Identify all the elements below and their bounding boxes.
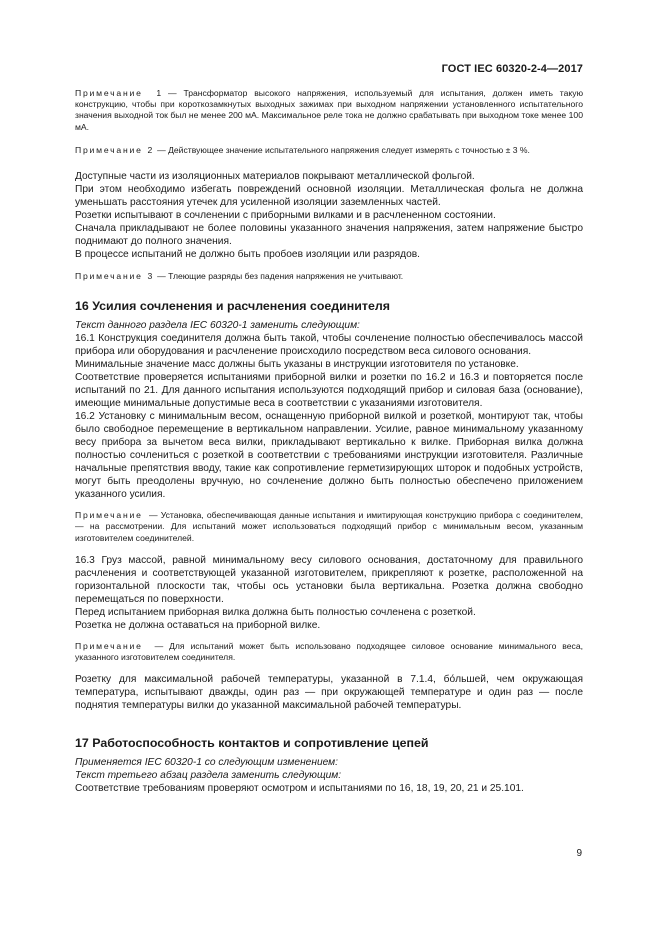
paragraph-sockets: Розетки испытывают в сочленении с приборными вилками и в расчлененном состоянии. bbox=[75, 210, 496, 222]
section-16-temperature: Розетку для максимальной рабочей температуры, указанной в 7.1.4, бо́льшей, чем окружающая температура, испытывают дважды, один раз — при окружающей температуре и один раз — после поднятия температуры вилки до указанной максимальной рабочей температуры. bbox=[75, 674, 583, 712]
section-16-compliance: Соответствие проверяется испытаниями приборной вилки и розетки по 16.2 и 16.3 и повторяется после испытаний по 21. Для данного испытания используются подходящий прибор и силовая база (основание), имеющие минимальные допустимые веса в соответствии с указаниями изготовителя. bbox=[75, 372, 583, 410]
page-content bbox=[75, 88, 583, 795]
note-4 bbox=[75, 510, 583, 544]
paragraph-voltage: Сначала прикладывают не более половины указанного значения напряжения, затем напряжение быстро поднимают до полного значения. bbox=[75, 223, 583, 248]
note-3-label: Примечание bbox=[75, 271, 143, 282]
section-17-body bbox=[75, 756, 583, 795]
section-16-intro: Текст данного раздела IEC 60320-1 заменить следующим: bbox=[75, 320, 360, 332]
section-16-body bbox=[75, 319, 583, 501]
page-number: 9 bbox=[576, 848, 582, 859]
note-5-label: Примечание bbox=[75, 640, 143, 651]
note-1 bbox=[75, 88, 583, 133]
note-2-text: — Действующее значение испытательного напряжения следует измерять с точностью ± 3 %. bbox=[157, 144, 530, 155]
paragraph-foil: Доступные части из изоляционных материалов покрывают металлической фольгой. bbox=[75, 171, 475, 183]
section-17-intro-1: Применяется IEC 60320-1 со следующим изменением: bbox=[75, 757, 338, 769]
note-2-number: 2 bbox=[147, 144, 153, 155]
standard-header: ГОСТ IEC 60320-2-4—2017 bbox=[441, 63, 583, 75]
section-17-compliance: Соответствие требованиям проверяют осмотром и испытаниями по 16, 18, 19, 20, 21 и 25.101. bbox=[75, 783, 524, 795]
note-4-text: — Установка, обеспечивающая данные испытания и имитирующая конструкцию прибора с соединителем, — на рассмотрении. Для испытаний может использоваться подходящий прибор с минимальным весом, указанным изготовителем соединителей. bbox=[75, 510, 584, 543]
note-3-number: 3 bbox=[147, 271, 153, 282]
section-16-2: 16.2 Установку с минимальным весом, оснащенную приборной вилкой и розеткой, монтируют так, чтобы было свободное перемещение в вертикальном направлении. Усилие, равное минимальному указанному весу прибора за вычетом веса вилки, прикладывают вертикально к вилке. Приборная вилка должна полностью сочлениться с розеткой в соответствии с требованиями инструкции изготовителя. Различные начальные препятствия вводу, такие как сопротивление герметизирующих шторок и подобных устройств, могут быть преодолены вручную, но сочленение должно быть полностью обеспечено приложением указанного усилия. bbox=[75, 411, 583, 501]
paragraph-damage: При этом необходимо избегать повреждений основной изоляции. Металлическая фольга не должна уменьшать расстояния утечек для усиленной изоляции заземленных частей. bbox=[75, 184, 583, 209]
note-1-text: — Трансформатор высокого напряжения, используемый для испытания, должен иметь такую конструкцию, чтобы при короткозамкнутых выходных зажимах при выходном напряжении установленного испытательного значения выходной ток был не менее 200 мА. Максимальное реле тока не должно срабатывать при выходном токе менее 100 мА. bbox=[75, 88, 584, 132]
section-16-1: 16.1 Конструкция соединителя должна быть такой, чтобы сочленение полностью обеспечивалось массой прибора или оборудования и расчленение происходило посредством веса силового основания. bbox=[75, 333, 583, 358]
note-4-label: Примечание bbox=[75, 510, 143, 521]
section-17-intro-2: Текст третьего абзац раздела заменить следующим: bbox=[75, 770, 342, 782]
note-5 bbox=[75, 641, 583, 663]
section-17-heading: 17 Работоспособность контактов и сопротивление цепей bbox=[75, 736, 429, 751]
section-16-heading: 16 Усилия сочленения и расчленения соединителя bbox=[75, 299, 390, 314]
note-5-text: — Для испытаний может быть использовано подходящее силовое основание минимального веса, указанного изготовителем соединителя. bbox=[75, 640, 583, 663]
section-16-engaged: Перед испытанием приборная вилка должна быть полностью сочленена с розеткой. bbox=[75, 606, 476, 618]
section-16-3-body bbox=[75, 554, 583, 632]
note-2 bbox=[75, 145, 583, 156]
note-1-label: Примечание bbox=[75, 88, 143, 98]
section-16-remain: Розетка не должна оставаться на приборной вилке. bbox=[75, 619, 321, 631]
section-16-temperature-body bbox=[75, 673, 583, 712]
section-16-3: 16.3 Груз массой, равной минимальному весу силового основания, достаточному для правильного расчленения и соответствующей указанной изготовителем, прикрепляют к розетке, расположенной на горизонтальной плоскости так, чтобы ось установки была вертикальна. Розетка должна свободно перемещаться по поверхности. bbox=[75, 554, 583, 605]
insulation-paragraphs bbox=[75, 170, 583, 261]
note-3 bbox=[75, 271, 583, 282]
paragraph-breakdown: В процессе испытаний не должно быть пробоев изоляции или разрядов. bbox=[75, 249, 420, 261]
note-1-number: 1 bbox=[156, 88, 162, 98]
note-2-label: Примечание bbox=[75, 144, 143, 155]
note-3-text: — Тлеющие разряды без падения напряжения не учитывают. bbox=[157, 271, 404, 282]
section-16-masses: Минимальные значение масс должны быть указаны в инструкции изготовителя по установке. bbox=[75, 359, 519, 371]
